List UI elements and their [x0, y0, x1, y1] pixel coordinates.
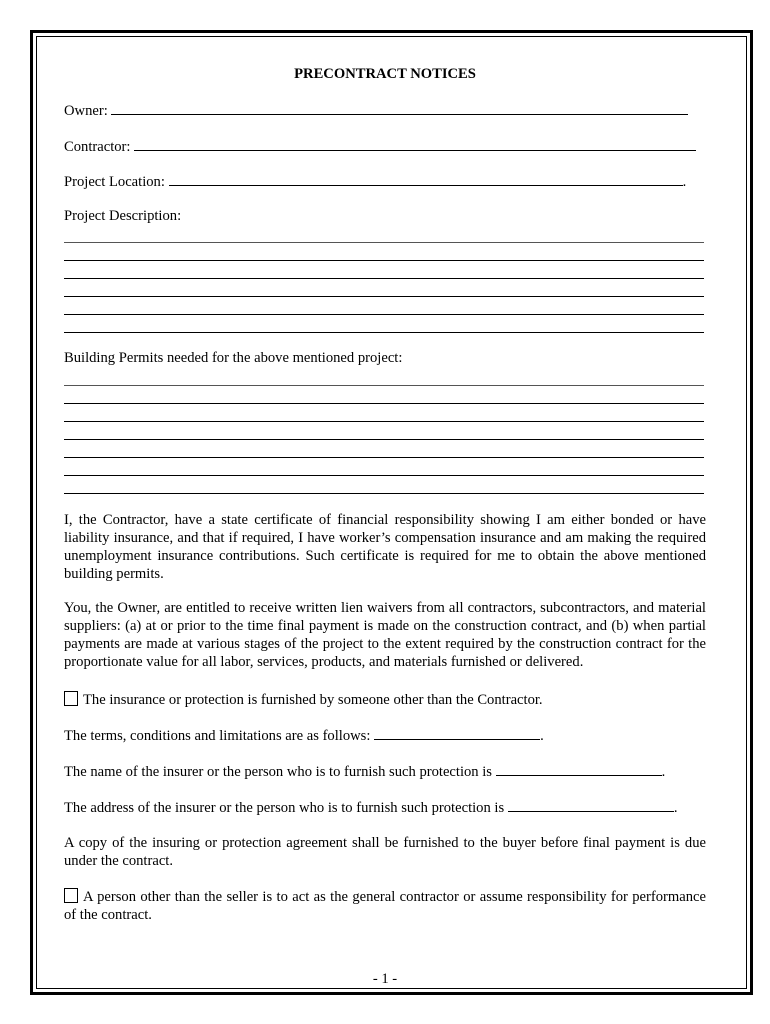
location-field: [64, 173, 686, 191]
permits-line[interactable]: [64, 493, 704, 494]
location-input[interactable]: [169, 173, 683, 186]
checkbox-label: A person other than the seller is to act as the general contractor or assume responsibility for performance of the contract.: [64, 889, 706, 923]
description-line[interactable]: [64, 314, 704, 315]
permits-line[interactable]: [64, 457, 704, 458]
contractor-label: Contractor:: [64, 139, 131, 155]
period: .: [682, 174, 687, 190]
insurance-checkbox[interactable]: [64, 691, 78, 706]
insurer-name-field: [64, 763, 665, 781]
description-line[interactable]: [64, 242, 704, 243]
checkbox-row-contractor: [64, 888, 706, 924]
checkbox-label: The insurance or protection is furnished by someone other than the Contractor.: [83, 692, 543, 708]
description-line[interactable]: [64, 296, 704, 297]
description-line[interactable]: [64, 332, 704, 333]
checkbox-row-insurance: [64, 691, 543, 709]
insurer-address-label: The address of the insurer or the person who is to furnish such protection is: [64, 800, 505, 816]
period: .: [540, 728, 544, 744]
permits-line[interactable]: [64, 439, 704, 440]
description-line[interactable]: [64, 278, 704, 279]
permits-line[interactable]: [64, 475, 704, 476]
owner-label: Owner:: [64, 103, 108, 119]
page-number: - 1 -: [372, 971, 398, 987]
period: .: [661, 764, 666, 780]
insurer-name-input[interactable]: [496, 763, 662, 776]
insurer-address-input[interactable]: [508, 799, 674, 812]
page-title: PRECONTRACT NOTICES: [294, 66, 476, 82]
contractor-field: [64, 138, 696, 156]
insurer-name-label: The name of the insurer or the person who is to furnish such protection is: [64, 764, 492, 780]
permits-line[interactable]: [64, 421, 704, 422]
contractor-input[interactable]: [134, 138, 696, 151]
owner-input[interactable]: [111, 102, 688, 115]
description-line[interactable]: [64, 260, 704, 261]
location-label: Project Location:: [64, 174, 165, 190]
period: .: [673, 800, 678, 816]
lien-paragraph: You, the Owner, are entitled to receive written lien waivers from all contractors, subcontractors, and material suppliers: (a) at or prior to the time final payment is made on the construction contract, and (b) when partial payments are made at various stages of the project to the extent required by the construction contract for the proportionate value for all labor, services, products, and materials furnished or delivered.: [64, 600, 706, 670]
terms-input[interactable]: [374, 727, 540, 740]
permits-line[interactable]: [64, 403, 704, 404]
insurer-address-field: [64, 799, 677, 817]
permits-line[interactable]: [64, 385, 704, 386]
terms-field: [64, 727, 544, 745]
owner-field: [64, 102, 688, 120]
terms-label: The terms, conditions and limitations are as follows:: [64, 728, 371, 744]
copy-paragraph: A copy of the insuring or protection agreement shall be furnished to the buyer before final payment is due under the contract.: [64, 835, 706, 869]
permits-label: Building Permits needed for the above mentioned project:: [64, 350, 403, 366]
certificate-paragraph: I, the Contractor, have a state certificate of financial responsibility showing I am either bonded or have liability insurance, and that if required, I have worker’s compensation insurance and am making the required unemployment insurance contributions. Such certificate is required for me to obtain the above mentioned building permits.: [64, 512, 706, 582]
general-contractor-checkbox[interactable]: [64, 888, 78, 903]
description-label: Project Description:: [64, 208, 182, 224]
